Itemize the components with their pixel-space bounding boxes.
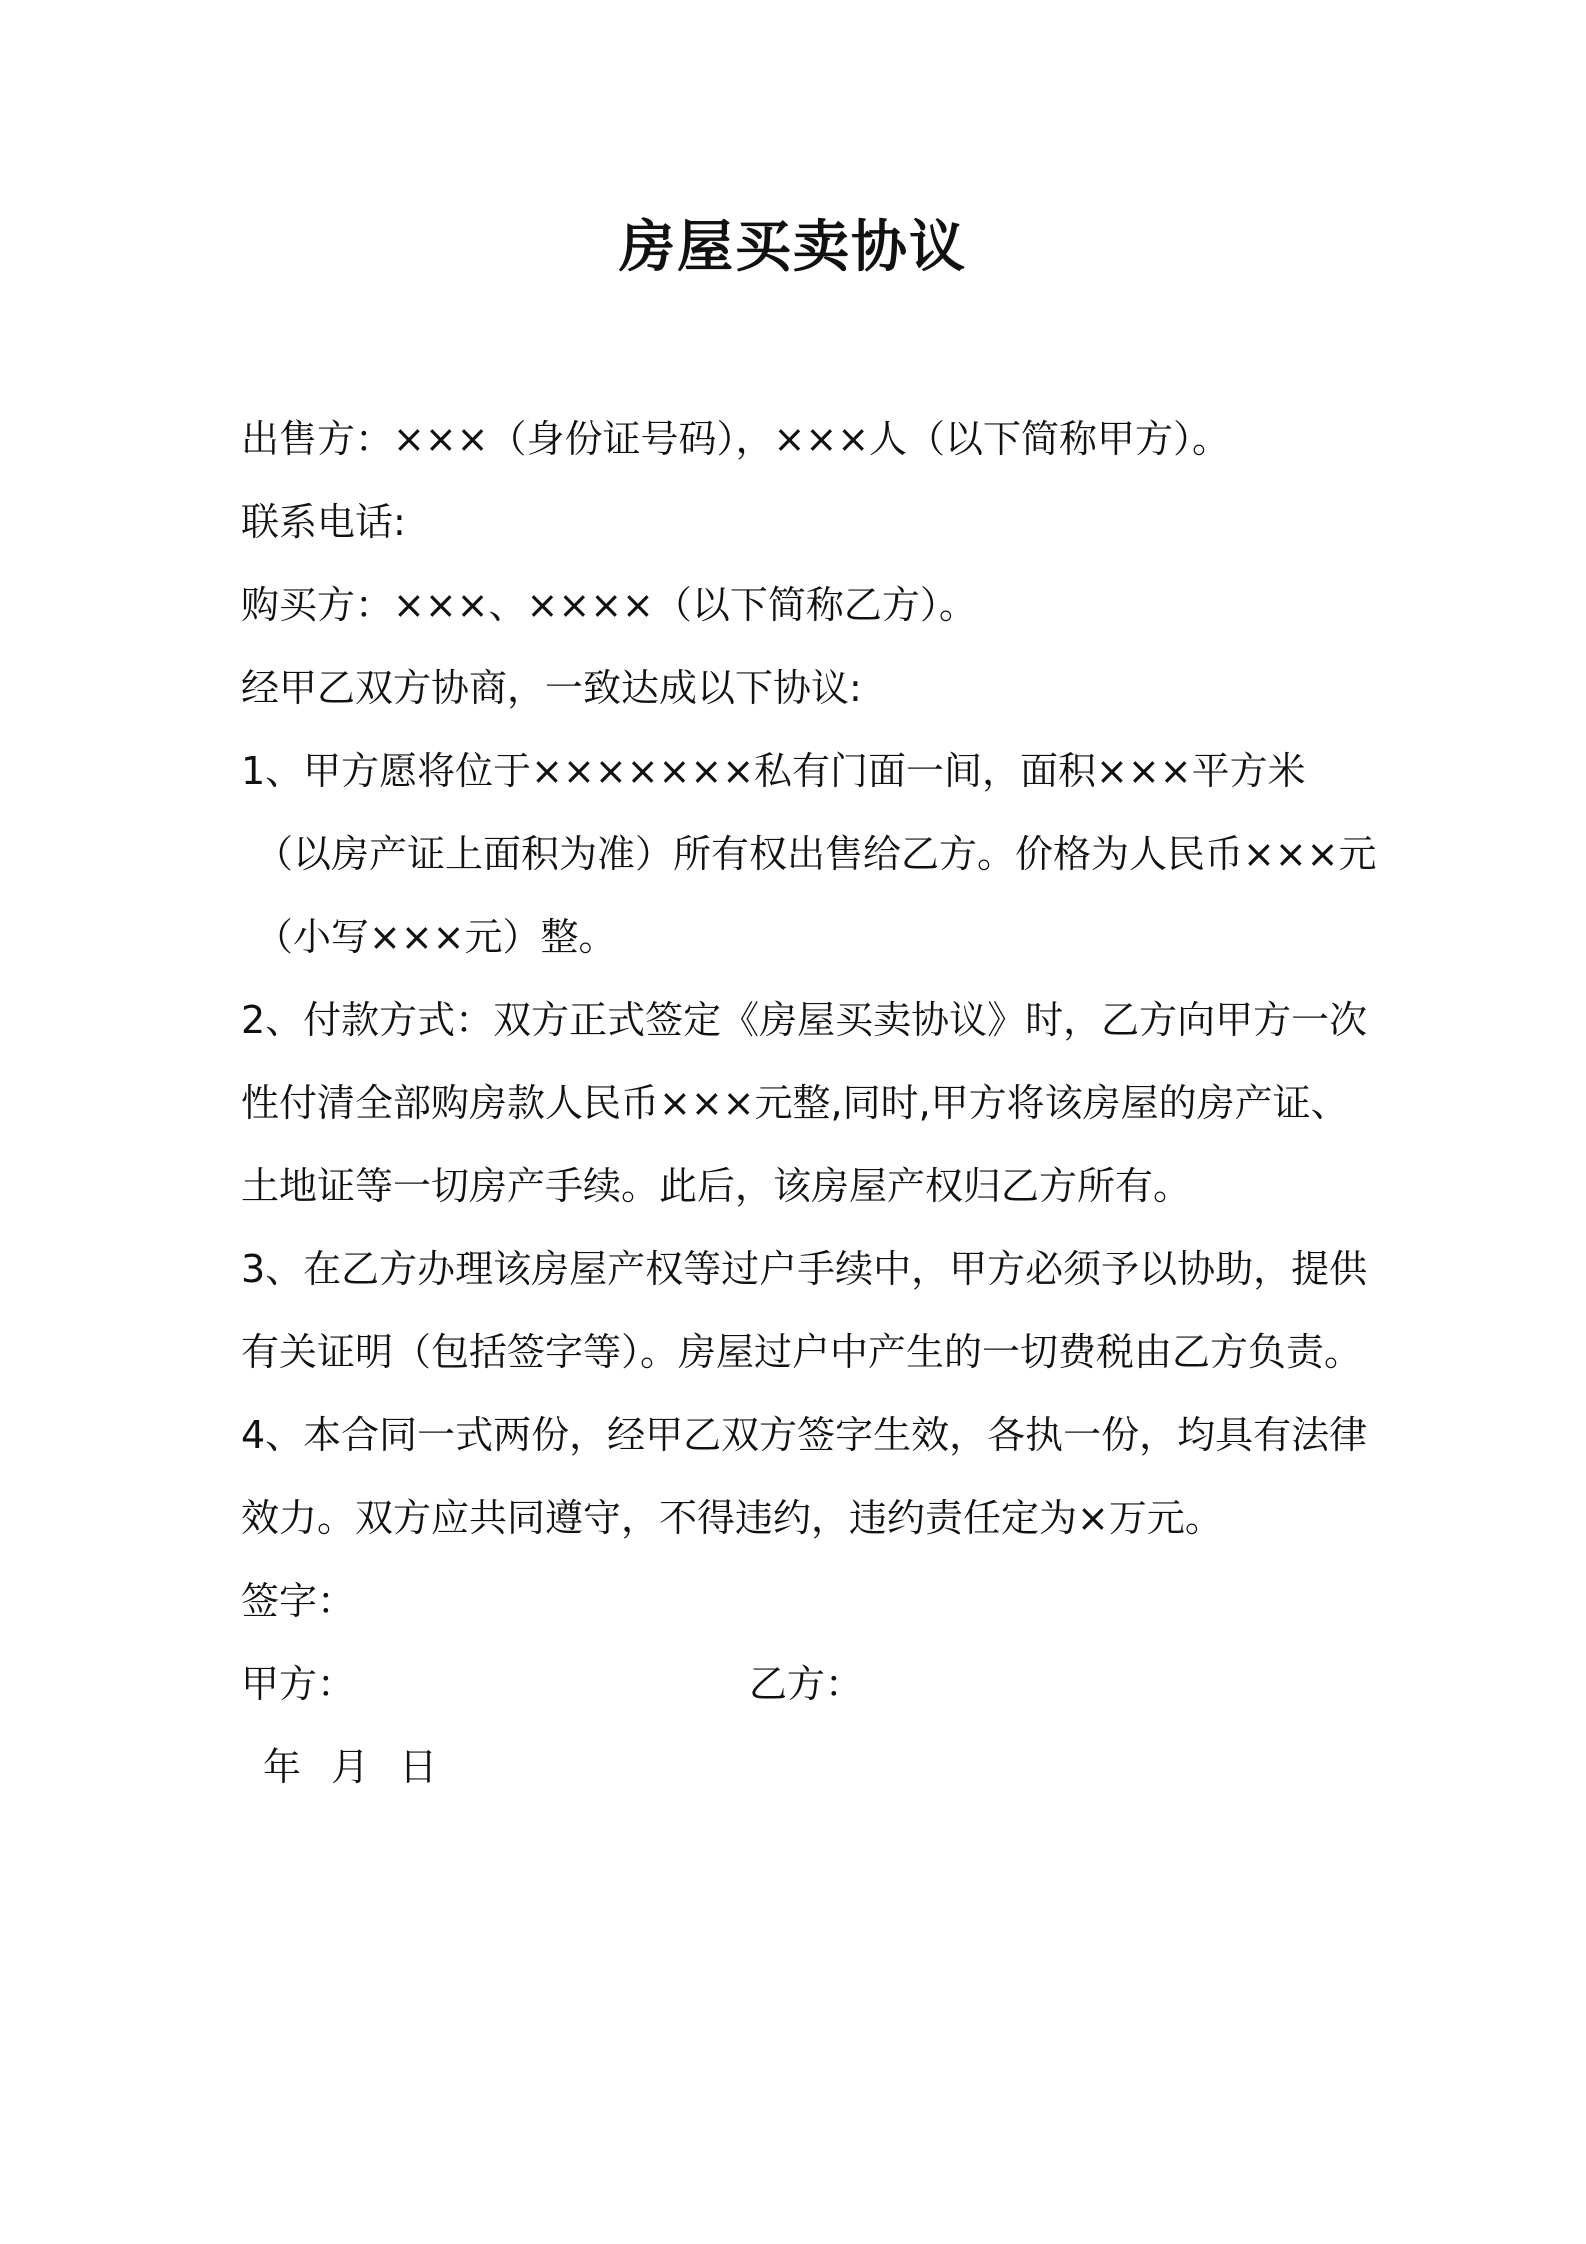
document-body: [241, 398, 1377, 1809]
clause-3-line-2: 有关证明（包括签字等）。房屋过户中产生的一切费税由乙方负责。: [241, 1330, 1363, 1374]
clause-1-line-1: 1、甲方愿将位于×××××××私有门面一间，面积×××平方米: [241, 749, 1306, 793]
date-month: 月: [331, 1745, 370, 1789]
date-line: [241, 1726, 1361, 1809]
document-title: 房屋买卖协议: [619, 215, 967, 280]
phone-line: 联系电话:: [241, 500, 406, 544]
clause-4-line-1: 4、本合同一式两份，经甲乙双方签字生效，各执一份，均具有法律: [241, 1413, 1368, 1457]
party-a-label: 甲方：: [241, 1662, 356, 1706]
date-day: 日: [399, 1745, 438, 1789]
seller-line: 出售方：×××（身份证号码），×××人（以下简称甲方）。: [241, 417, 1231, 461]
clause-1-line-2: （以房产证上面积为准）所有权出售给乙方。价格为人民币×××元: [255, 832, 1377, 876]
clause-2-line-1: 2、付款方式：双方正式签定《房屋买卖协议》时，乙方向甲方一次: [241, 998, 1368, 1042]
clause-2-line-3: 土地证等一切房产手续。此后，该房屋产权归乙方所有。: [241, 1164, 1192, 1208]
clause-2-line-2: 性付清全部购房款人民币×××元整,同时,甲方将该房屋的房产证、: [241, 1081, 1349, 1125]
clause-4-line-2: 效力。双方应共同遵守，不得违约，违约责任定为×万元。: [241, 1496, 1223, 1540]
clause-1-line-3: （小写×××元）整。: [255, 915, 617, 959]
party-b-label: 乙方：: [749, 1662, 864, 1706]
clause-3-line-1: 3、在乙方办理该房屋产权等过户手续中，甲方必须予以协助，提供: [241, 1247, 1368, 1291]
intro-line: 经甲乙双方协商，一致达成以下协议:: [241, 666, 862, 710]
date-year: 年: [263, 1745, 302, 1789]
signature-row: [241, 1643, 1361, 1726]
buyer-line: 购买方：×××、××××（以下简称乙方）。: [241, 583, 977, 627]
signature-label: 签字：: [241, 1579, 356, 1623]
